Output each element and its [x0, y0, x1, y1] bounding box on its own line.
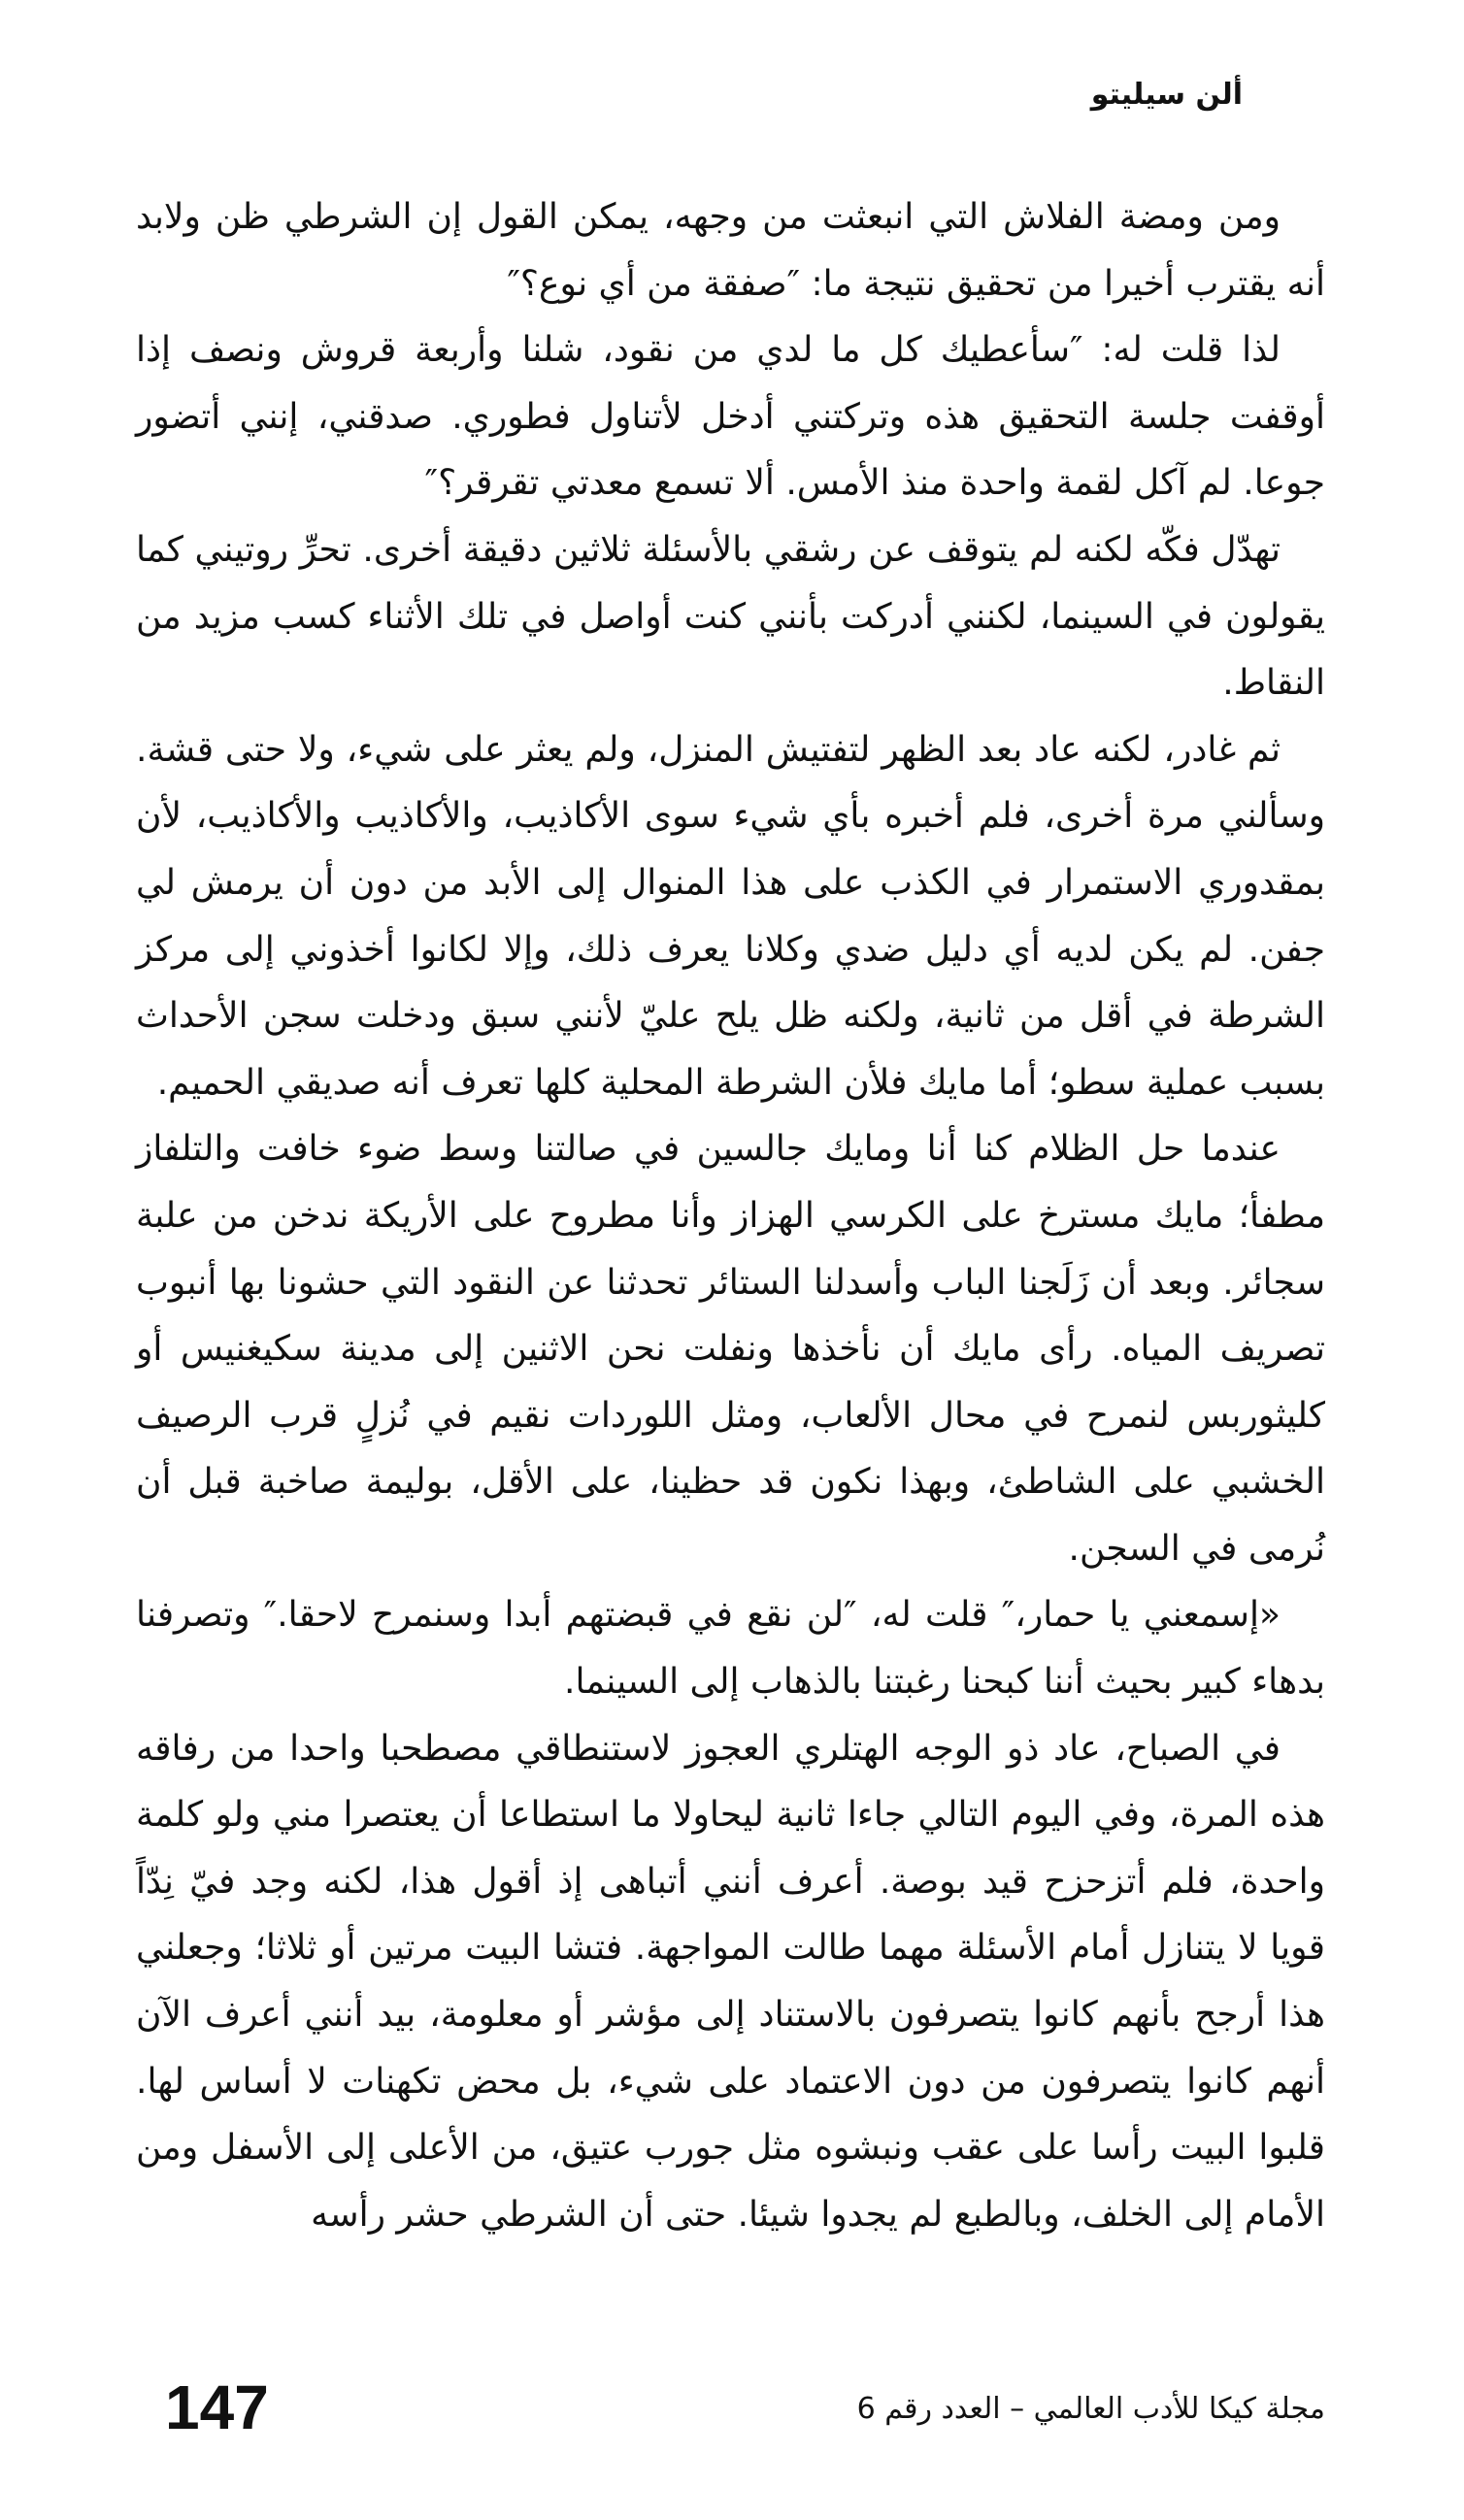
running-head-author: ألن سيليتو: [1090, 78, 1243, 112]
footer-journal-title: مجلة كيكا للأدب العالمي – العدد رقم 6: [856, 2392, 1325, 2426]
paragraph: تهدّل فكّه لكنه لم يتوقف عن رشقي بالأسئلة ثلاثين دقيقة أخرى. تحرِّ روتيني كما يقولون في السينما، لكنني أدركت بأنني كنت أواصل في تلك الأثناء كسب مزيد من النقاط.: [136, 529, 1325, 704]
paragraph: «إسمعني يا حمار،″ قلت له، ″لن نقع في قبضتهم أبدا وسنمرح لاحقا.″ وتصرفنا بدهاء كبير بحيث أننا كبحنا رغبتنا بالذهاب إلى السينما.: [136, 1595, 1325, 1703]
page-footer: [136, 2369, 1325, 2456]
article-body: [136, 184, 1325, 2248]
paragraph: لذا قلت له: ″سأعطيك كل ما لدي من نقود، شلنا وأربعة قروش ونصف إذا أوقفت جلسة التحقيق هذه وتركتني أدخل لأتناول فطوري. صدقني، إنني أتضور جوعا. لم آكل لقمة واحدة منذ الأمس. ألا تسمع معدتي تقرقر؟″: [136, 330, 1325, 504]
paragraph: عندما حل الظلام كنا أنا ومايك جالسين في صالتنا وسط ضوء خافت والتلفاز مطفأ؛ مايك مسترخ على الكرسي الهزاز وأنا مطروح على الأريكة ندخن من علبة سجائر. وبعد أن زَلَجنا الباب وأسدلنا الستائر تحدثنا عن النقود التي حشونا بها أنبوب تصريف المياه. رأى مايك أن نأخذها ونفلت نحن الاثنين إلى مدينة سكيغنيس أو كليثوربس لنمرح في محال الألعاب، ومثل اللوردات نقيم في نُزلٍ قرب الرصيف الخشبي على الشاطئ، وبهذا نكون قد حظينا، على الأقل، بوليمة صاخبة قبل أن نُرمى في السجن.: [136, 1129, 1325, 1569]
paragraph: ثم غادر، لكنه عاد بعد الظهر لتفتيش المنزل، ولم يعثر على شيء، ولا حتى قشة. وسألني مرة أخرى، فلم أخبره بأي شيء سوى الأكاذيب، والأكاذيب والأكاذيب، لأن بمقدوري الاستمرار في الكذب على هذا المنوال إلى الأبد من دون أن يرمش لي جفن. لم يكن لديه أي دليل ضدي وكلانا يعرف ذلك، وإلا لكانوا أخذوني إلى مركز الشرطة في أقل من ثانية، ولكنه ظل يلح عليّ لأنني سبق ودخلت سجن الأحداث بسبب عملية سطو؛ أما مايك فلأن الشرطة المحلية كلها تعرف أنه صديقي الحميم.: [136, 729, 1325, 1103]
paragraph: ومن ومضة الفلاش التي انبعثت من وجهه، يمكن القول إن الشرطي ظن ولابد أنه يقترب أخيرا من تحقيق نتيجة ما: ″صفقة من أي نوع؟″: [136, 197, 1325, 304]
page-number: 147: [165, 2372, 269, 2442]
paragraph: في الصباح، عاد ذو الوجه الهتلري العجوز لاستنطاقي مصطحبا واحدا من رفاقه هذه المرة، وفي اليوم التالي جاءا ثانية ليحاولا ما استطاعا أن يعتصرا مني ولو كلمة واحدة، فلم أتزحزح قيد بوصة. أعرف أنني أتباهى إذ أقول هذا، لكنه وجد فيّ نِدّاً قويا لا يتنازل أمام الأسئلة مهما طالت المواجهة. فتشا البيت مرتين أو ثلاثا؛ وجعلني هذا أرجح بأنهم كانوا يتصرفون بالاستناد إلى مؤشر أو معلومة، بيد أنني أعرف الآن أنهم كانوا يتصرفون من دون الاعتماد على شيء، بل محض تكهنات لا أساس لها. قلبوا البيت رأسا على عقب ونبشوه مثل جورب عتيق، من الأعلى إلى الأسفل ومن الأمام إلى الخلف، وبالطبع لم يجدوا شيئا. حتى أن الشرطي حشر رأسه: [136, 1728, 1325, 2235]
